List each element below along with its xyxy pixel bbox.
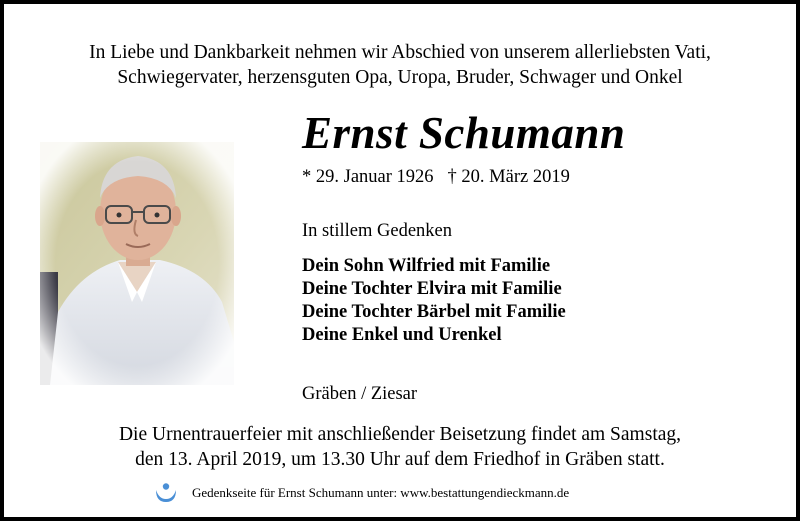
service-line-1: Die Urnentrauerfeier mit anschließender Beisetzung findet am Samstag, bbox=[118, 424, 682, 445]
deceased-name: Ernst Schumann bbox=[302, 108, 626, 158]
life-dates bbox=[302, 167, 570, 188]
service-info bbox=[24, 422, 776, 472]
memorial-logo-icon bbox=[154, 482, 178, 504]
intro-text bbox=[24, 40, 776, 90]
intro-line-1: In Liebe und Dankbarkeit nehmen wir Abschied von unserem allerliebsten Vati, bbox=[89, 42, 711, 63]
memorial-footer bbox=[154, 482, 569, 504]
death-date: † 20. März 2019 bbox=[447, 167, 570, 187]
place-name: Gräben / Ziesar bbox=[302, 384, 418, 404]
mourner-item: Deine Enkel und Urenkel bbox=[302, 325, 502, 345]
mourner-item: Dein Sohn Wilfried mit Familie bbox=[302, 256, 551, 276]
portrait-photo bbox=[40, 142, 234, 385]
mourners-list bbox=[302, 255, 566, 347]
mourner-item: Deine Tochter Elvira mit Familie bbox=[302, 279, 562, 299]
intro-line-2: Schwiegervater, herzensguten Opa, Uropa, Bruder, Schwager und Onkel bbox=[117, 67, 683, 88]
memorial-link-text[interactable]: Gedenkseite für Ernst Schumann unter: www.bestattungendieckmann.de bbox=[192, 485, 570, 500]
mourner-item: Deine Tochter Bärbel mit Familie bbox=[302, 302, 566, 322]
service-line-2: den 13. April 2019, um 13.30 Uhr auf dem Friedhof in Gräben statt. bbox=[135, 449, 665, 470]
birth-date: * 29. Januar 1926 bbox=[302, 167, 434, 187]
memory-phrase: In stillem Gedenken bbox=[302, 221, 453, 241]
